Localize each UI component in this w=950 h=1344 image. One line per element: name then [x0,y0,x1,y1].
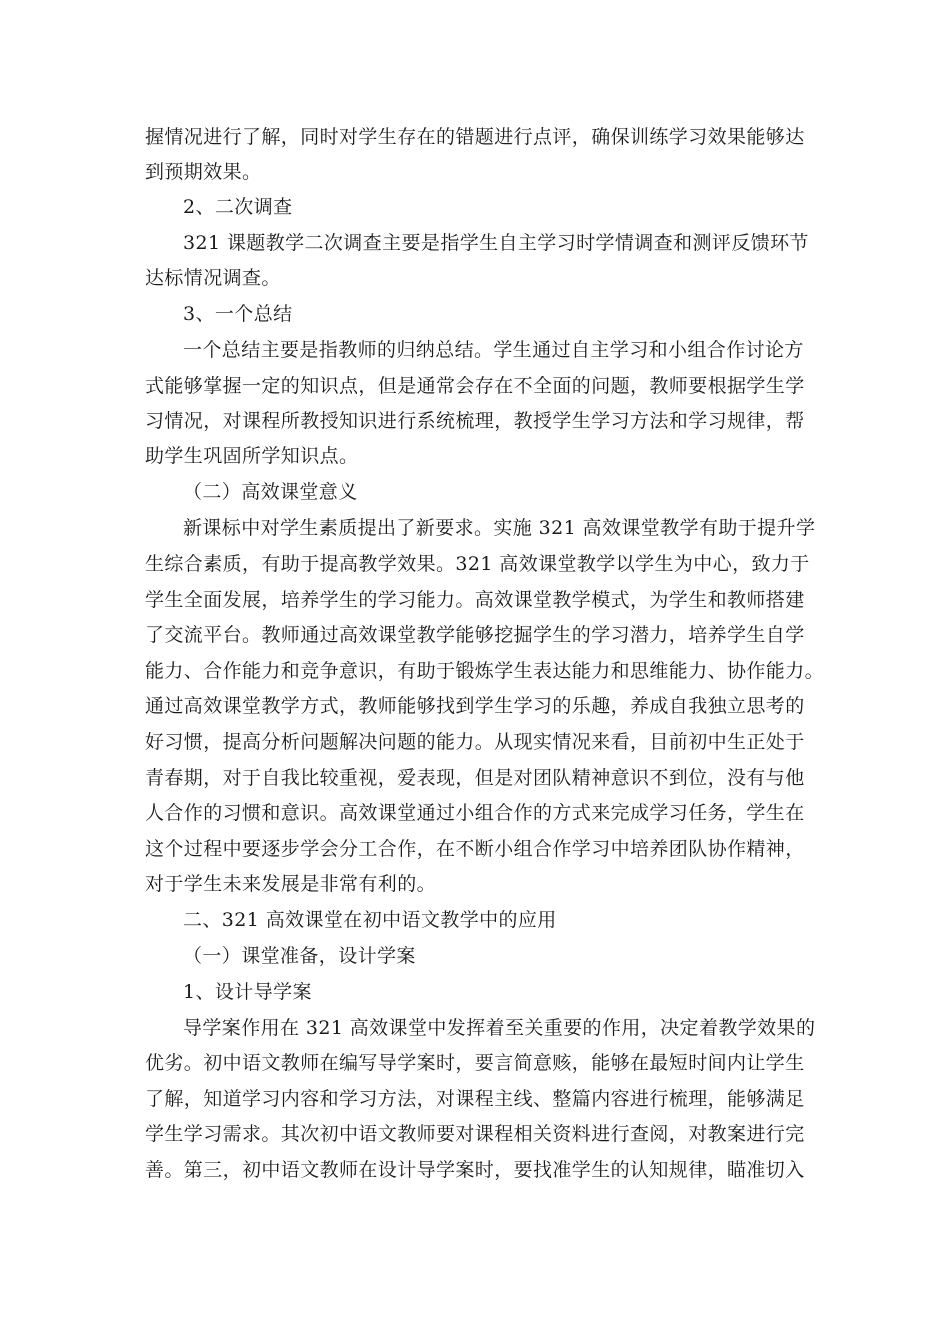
paragraph-line: 助学生巩固所学知识点。 [145,445,359,467]
paragraph-line: 新课标中对学生素质提出了新要求。实施 321 高效课堂教学有助于提升学 [183,517,816,539]
paragraph-line: 321 课题教学二次调查主要是指学生自主学习时学情调查和测评反馈环节 [183,232,809,254]
section-heading: 二、321 高效课堂在初中语文教学中的应用 [183,909,557,931]
paragraph-line: 善。第三，初中语文教师在设计导学案时，要找准学生的认知规律，瞄准切入 [145,1159,805,1181]
paragraph-line: 通过高效课堂教学方式，教师能够找到学生学习的乐趣，养成自我独立思考的 [145,695,805,717]
section-heading: 1、设计导学案 [183,981,312,1003]
paragraph-line: 达标情况调查。 [145,267,281,289]
paragraph-line: 这个过程中要逐步学会分工合作，在不断小组合作学习中培养团队协作精神， [145,838,805,860]
paragraph-line: 式能够掌握一定的知识点，但是通常会存在不全面的问题，教师要根据学生学 [145,375,805,397]
paragraph-line: 一个总结主要是指教师的归纳总结。学生通过自主学习和小组合作讨论方 [183,339,804,361]
paragraph-line: 对于学生未来发展是非常有利的。 [145,873,437,895]
paragraph-line: 握情况进行了解，同时对学生存在的错题进行点评，确保训练学习效果能够达 [145,126,805,148]
paragraph-line: 了解，知道学习内容和学习方法，对课程主线、整篇内容进行梳理，能够满足 [145,1088,805,1110]
paragraph-line: 能力、合作能力和竞争意识，有助于锻炼学生表达能力和思维能力、协作能力。 [145,660,825,682]
paragraph-line: 学生学习需求。其次初中语文教师要对课程相关资料进行查阅，对教案进行完 [145,1123,805,1145]
section-heading: （一）课堂准备，设计学案 [183,945,416,967]
paragraph-line: 学生全面发展，培养学生的学习能力。高效课堂教学模式，为学生和教师搭建 [145,589,805,611]
section-heading: 2、二次调查 [183,196,293,218]
paragraph-line: 习情况，对课程所教授知识进行系统梳理，教授学生学习方法和学习规律，帮 [145,410,805,432]
paragraph-line: 优劣。初中语文教师在编写导学案时，要言简意赅，能够在最短时间内让学生 [145,1052,805,1074]
paragraph-line: 了交流平台。教师通过高效课堂教学能够挖掘学生的学习潜力，培养学生自学 [145,624,805,646]
section-heading: 3、一个总结 [183,303,293,325]
paragraph-line: 生综合素质，有助于提高教学效果。321 高效课堂教学以学生为中心，致力于 [145,553,810,575]
paragraph-line: 导学案作用在 321 高效课堂中发挥着至关重要的作用，决定着教学效果的 [183,1017,816,1039]
section-heading: （二）高效课堂意义 [183,481,358,503]
paragraph-line: 好习惯，提高分析问题解决问题的能力。从现实情况来看，目前初中生正处于 [145,731,805,753]
paragraph-line: 到预期效果。 [145,161,262,183]
paragraph-line: 青春期，对于自我比较重视，爱表现，但是对团队精神意识不到位，没有与他 [145,767,805,789]
paragraph-line: 人合作的习惯和意识。高效课堂通过小组合作的方式来完成学习任务，学生在 [145,802,805,824]
